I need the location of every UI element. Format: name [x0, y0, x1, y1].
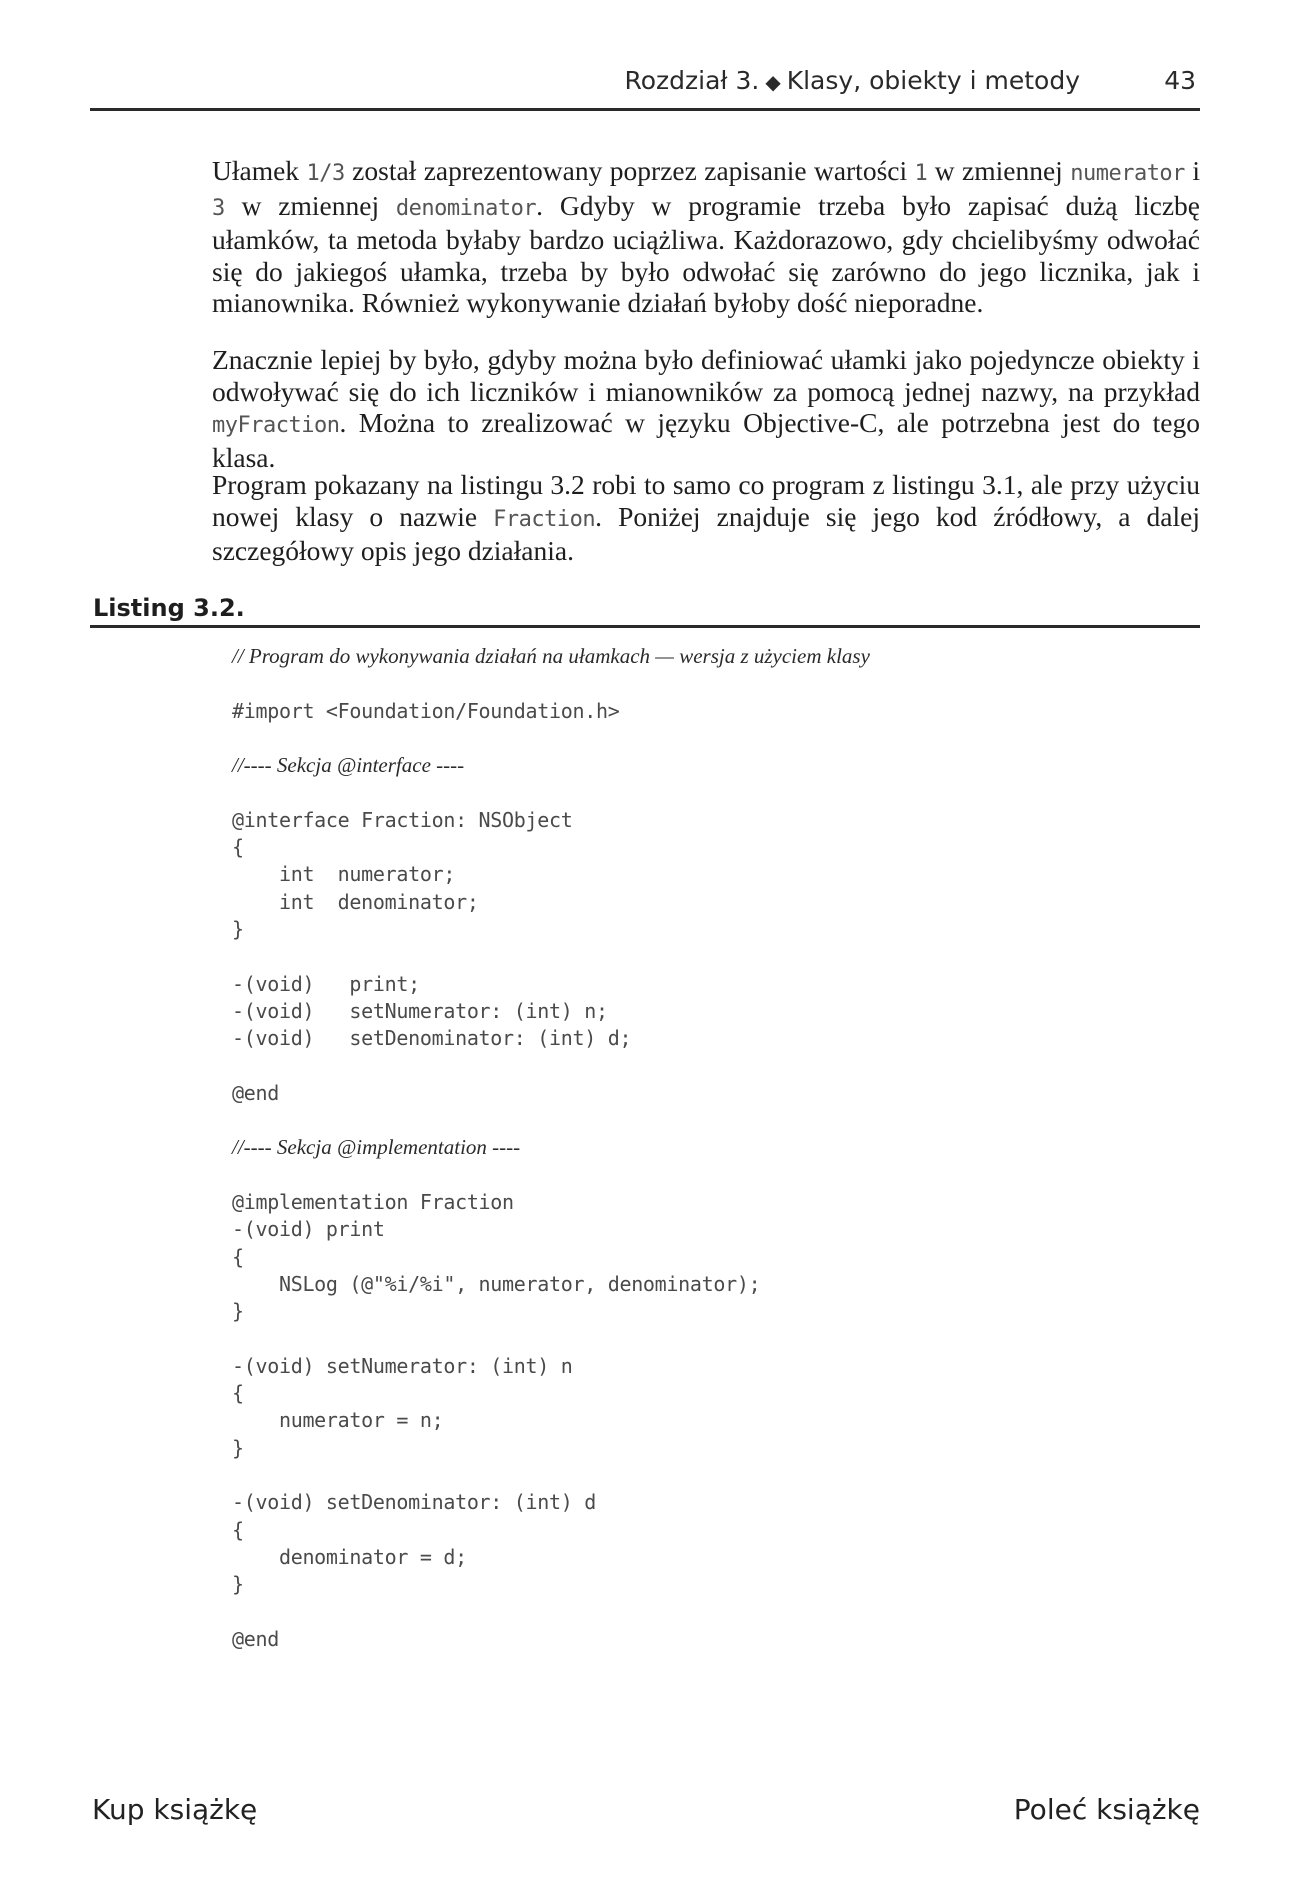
buy-book-link[interactable]: Kup książkę: [92, 1793, 258, 1826]
code-line: [232, 1598, 1172, 1625]
inline-code: Fraction: [493, 506, 596, 532]
inline-code: denominator: [395, 195, 537, 221]
text-run: i: [1184, 155, 1200, 186]
code-line: -(void) setDenominator: (int) d;: [232, 1026, 632, 1051]
code-listing: [232, 643, 1172, 1653]
paragraph-fraction-representation: [212, 155, 1200, 319]
text-run: Znacznie lepiej by było, gdyby można było definiować ułamki jako pojedyncze obiekty i odwoływać się do ich liczników i mianowników za pomocą jednej nazwy, na przykład: [212, 344, 1200, 407]
code-line: }: [232, 1572, 244, 1597]
code-line: @end: [232, 1080, 279, 1105]
code-line: #import <Foundation/Foundation.h>: [232, 698, 620, 723]
text-run: Ułamek: [212, 155, 307, 186]
code-line: -(void) print: [232, 1217, 385, 1242]
code-line: [232, 1052, 1172, 1079]
listing-divider: [90, 625, 1200, 628]
code-line: @interface Fraction: NSObject: [232, 807, 573, 832]
code-line: [232, 1107, 1172, 1134]
inline-code: 3: [212, 195, 225, 221]
inline-code: numerator: [1070, 161, 1185, 186]
code-line: }: [232, 916, 244, 941]
text-run: . Poniżej znajduje się jego kod źródłowy, a dalej szczegółowy opis jego działania.: [212, 500, 1200, 566]
code-line: -(void) setNumerator: (int) n;: [232, 998, 608, 1023]
text-run: został zaprezentowany poprzez zapisanie wartości: [344, 155, 915, 186]
text-run: Program pokazany na listingu 3.2 robi to samo co program z listingu 3.1, ale przy użyciu nowej klasy o nazwie: [212, 469, 1200, 532]
code-line: @implementation Fraction: [232, 1189, 514, 1214]
code-line: [232, 1325, 1172, 1352]
code-line: -(void) print;: [232, 971, 420, 996]
code-line: numerator = n;: [232, 1408, 444, 1433]
code-line: {: [232, 835, 244, 860]
text-run: . Gdyby w programie trzeba było zapisać dużą liczbę ułamków, ta metoda byłaby bardzo uciążliwa. Każdorazowo, gdy chcielibyśmy odwołać się do jakiegoś ułamka, trzeba by było odwołać się zarówno do jego licznika, jak i mianownika. Również wykonywanie działań byłoby dość nieporadne.: [212, 189, 1200, 318]
code-comment-line: // Program do wykonywania działań na ułamkach — wersja z użyciem klasy: [232, 644, 870, 668]
code-line: {: [232, 1517, 244, 1542]
code-line: [232, 1162, 1172, 1189]
recommend-book-link[interactable]: Poleć książkę: [1013, 1793, 1200, 1826]
running-header: [90, 64, 1200, 111]
code-line: [232, 725, 1172, 752]
inline-code: 1/3: [306, 161, 345, 186]
page-number: 43: [1164, 66, 1196, 95]
inline-code: myFraction: [212, 413, 340, 438]
text-run: w zmiennej: [927, 155, 1071, 186]
listing-label: Listing 3.2.: [93, 594, 245, 622]
paragraph-listing-intro: [212, 469, 1200, 567]
code-line: NSLog (@"%i/%i", numerator, denominator);: [232, 1271, 761, 1296]
text-run: w zmiennej: [224, 189, 396, 221]
code-line: int numerator;: [232, 862, 456, 887]
chapter-prefix: Rozdział 3.: [624, 66, 760, 95]
chapter-title: Klasy, obiekty i metody: [786, 66, 1080, 95]
code-line: -(void) setNumerator: (int) n: [232, 1353, 573, 1378]
code-line: }: [232, 1435, 244, 1460]
code-line: denominator = d;: [232, 1544, 467, 1569]
code-line: [232, 1462, 1172, 1489]
code-line: [232, 670, 1172, 697]
code-line: [232, 943, 1172, 970]
code-line: @end: [232, 1626, 279, 1651]
code-line: {: [232, 1244, 244, 1269]
code-line: {: [232, 1381, 244, 1406]
text-run: . Można to zrealizować w języku Objective-C, ale potrzebna jest do tego klasa.: [212, 407, 1200, 473]
paragraph-fraction-objects: [212, 344, 1200, 473]
diamond-icon: ◆: [765, 70, 781, 94]
code-comment-line: //---- Sekcja @implementation ----: [232, 1135, 521, 1160]
chapter-heading: [625, 66, 1081, 95]
code-line: -(void) setDenominator: (int) d: [232, 1490, 596, 1515]
code-line: int denominator;: [232, 889, 479, 914]
code-comment-line: //---- Sekcja @interface ----: [232, 753, 465, 778]
inline-code: 1: [914, 161, 928, 186]
code-line: [232, 779, 1172, 806]
code-line: }: [232, 1299, 244, 1324]
